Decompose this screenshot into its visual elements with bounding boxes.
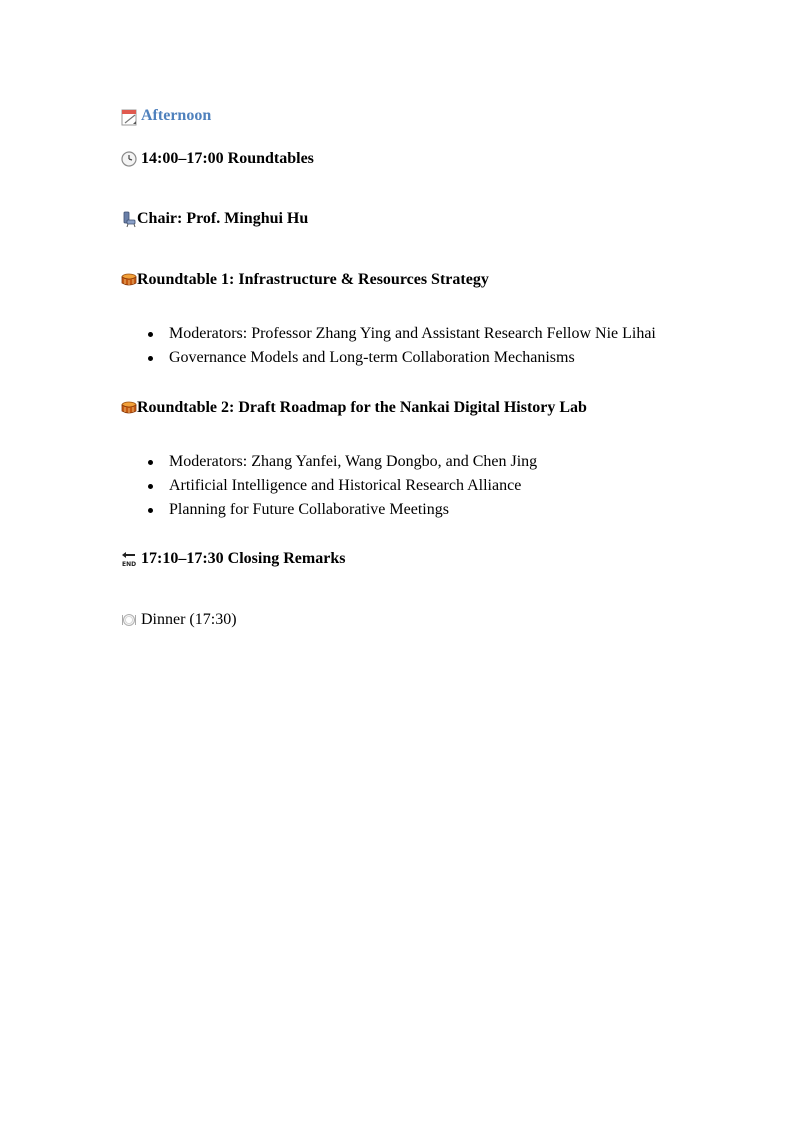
roundtable1-heading — [121, 271, 489, 289]
section-heading-afternoon — [121, 107, 211, 125]
plate-icon — [121, 612, 137, 628]
roundtable1-list — [148, 322, 656, 370]
list-item-text: Moderators: Professor Zhang Ying and Assistant Research Fellow Nie Lihai — [169, 325, 656, 342]
list-item-text: Governance Models and Long-term Collaboration Mechanisms — [169, 349, 575, 366]
list-item — [148, 450, 537, 474]
calendar-icon — [121, 108, 137, 124]
list-item-text: Moderators: Zhang Yanfei, Wang Dongbo, and Chen Jing — [169, 453, 538, 470]
bullet-icon — [148, 484, 153, 489]
dinner-line — [121, 611, 237, 629]
bullet-icon — [148, 460, 153, 465]
closing-text: 17:10–17:30 Closing Remarks — [141, 550, 346, 567]
list-item-text: Planning for Future Collaborative Meetings — [169, 501, 449, 518]
bullet-icon — [148, 356, 153, 361]
bullet-icon — [148, 332, 153, 337]
svg-text:END: END — [122, 561, 137, 568]
list-item — [148, 322, 656, 346]
clock-icon — [121, 151, 137, 167]
roundtable2-title: Roundtable 2: Draft Roadmap for the Nankai Digital History Lab — [137, 399, 587, 416]
list-item — [148, 498, 537, 522]
bullet-icon — [148, 508, 153, 513]
drum-icon — [121, 272, 137, 288]
chair-line — [121, 210, 308, 228]
section-title: Afternoon — [141, 107, 212, 124]
drum-icon — [121, 400, 137, 416]
closing-line — [121, 550, 345, 568]
roundtable2-heading — [121, 399, 587, 417]
roundtable1-title: Roundtable 1: Infrastructure & Resources Strategy — [137, 271, 489, 288]
list-item — [148, 346, 656, 370]
roundtables-time-line — [121, 150, 314, 168]
dinner-text: Dinner (17:30) — [141, 611, 237, 628]
list-item — [148, 474, 537, 498]
list-item-text: Artificial Intelligence and Historical Research Alliance — [169, 477, 522, 494]
seat-icon — [121, 211, 137, 227]
end-arrow-icon — [121, 551, 137, 567]
roundtable2-list — [148, 450, 537, 522]
roundtables-time-text: 14:00–17:00 Roundtables — [141, 150, 314, 167]
chair-text: Chair: Prof. Minghui Hu — [137, 210, 309, 227]
